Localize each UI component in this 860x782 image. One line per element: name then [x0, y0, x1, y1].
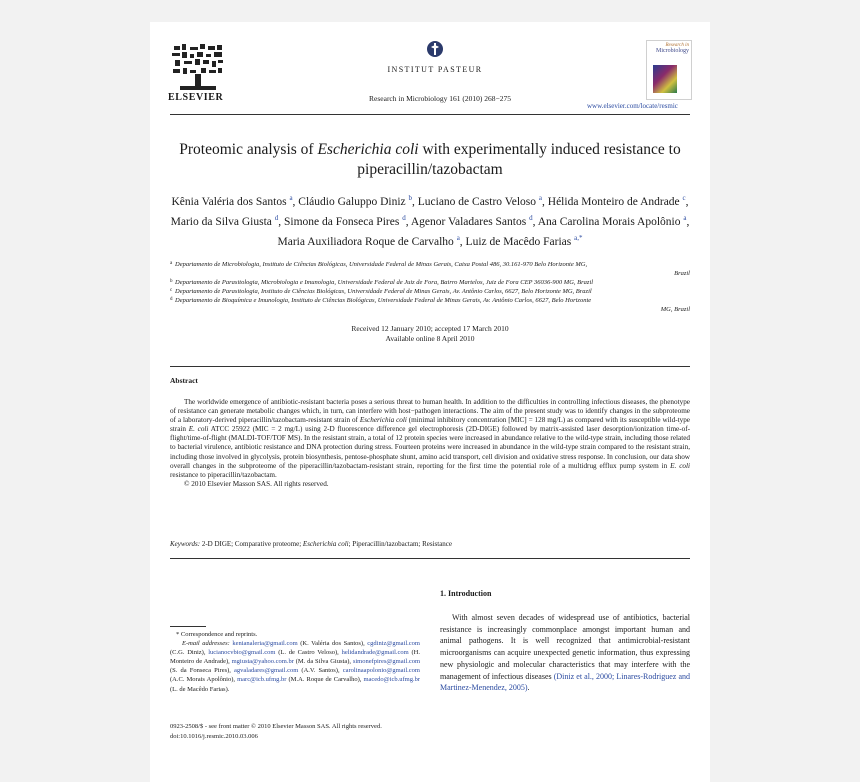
- title-part2: with experimentally induced resistance to piperacillin/tazobactam: [357, 141, 681, 178]
- email-link[interactable]: simonefpires@gmail.com: [352, 658, 421, 666]
- author-name: Ana Carolina Morais Apolônio: [537, 215, 681, 228]
- journal-cover-thumbnail: [646, 40, 692, 100]
- keywords-text-2: ; Piperacillin/tazobactam; Resistance: [348, 540, 453, 548]
- keywords-italic: Escherichia coli: [302, 540, 349, 548]
- author-affiliation-marker[interactable]: a,*: [574, 233, 583, 242]
- citation-link[interactable]: (Diniz et al., 2000; Linares-Rodriguez and Martinez-Menendez, 2005): [440, 671, 691, 693]
- publisher-logo-text: ELSEVIER: [168, 92, 224, 103]
- cover-label-top: Research in: [665, 43, 689, 48]
- introduction-body: [440, 612, 690, 694]
- affiliation-marker: d: [170, 297, 173, 302]
- received-date: Received 12 January 2010; accepted 17 March 2010: [351, 324, 509, 333]
- affiliation-item: [170, 278, 690, 287]
- abstract-italic-1: Escherichia coli: [359, 416, 407, 425]
- email-link[interactable]: mgiusta@yahoo.com.br: [231, 658, 294, 666]
- author-separator: ,: [685, 195, 689, 208]
- author-separator: ,: [278, 215, 284, 228]
- author-affiliation-marker[interactable]: a: [456, 233, 460, 242]
- author-name: Maria Auxiliadora Roque de Carvalho: [277, 235, 454, 248]
- journal-url-link[interactable]: www.elsevier.com/locate/resmic: [587, 102, 678, 110]
- email-label: E-mail addresses:: [182, 640, 230, 648]
- abstract-top-divider: [170, 366, 690, 367]
- correspondence-text: Correspondence and reprints.: [180, 631, 258, 638]
- author-affiliation-marker[interactable]: c: [682, 194, 686, 202]
- email-link[interactable]: cgdiniz@gmail.com: [367, 640, 420, 648]
- affiliation-last-line: Brazil: [674, 270, 690, 277]
- abstract-text-2: (minimal inhibitory concentration [MIC] = 128 mg/L) as compared with its susceptible wild-type strain: [170, 416, 690, 434]
- email-owner: (M. da Silva Giusta),: [293, 658, 353, 666]
- introduction-heading: 1. Introduction: [440, 589, 492, 598]
- author-separator: ,: [542, 195, 548, 208]
- affiliation-item: [170, 260, 690, 278]
- email-owner: (L. de Macêdo Farias).: [170, 685, 230, 693]
- author-list: [170, 190, 690, 249]
- article-page: [150, 22, 710, 782]
- email-owner: (M.A. Roque de Carvalho),: [286, 676, 364, 684]
- email-owner: (A.V. Santos),: [298, 667, 343, 675]
- affiliation-text: Departamento de Parasitologia, Instituto de Ciências Biológicas, Universidade Federal de Minas Gerais, Av. Antônio Carlos, 6627, Belo Horizonte MG, Brazil: [175, 288, 592, 295]
- footnote-divider: [170, 626, 206, 627]
- email-link[interactable]: macedo@icb.ufmg.br: [363, 676, 420, 684]
- author-name: Kênia Valéria dos Santos: [171, 195, 287, 208]
- author-name: Luiz de Macêdo Farias: [465, 235, 572, 248]
- email-link[interactable]: helidandrade@gmail.com: [341, 649, 409, 657]
- author-separator: ,: [292, 195, 299, 208]
- email-link[interactable]: lucianocvbio@gmail.com: [208, 649, 276, 657]
- article-title: [170, 140, 690, 180]
- email-owner: (L. de Castro Veloso),: [275, 649, 342, 657]
- email-list: [170, 640, 420, 692]
- email-block: [170, 639, 420, 694]
- abstract-paragraph: [170, 398, 690, 480]
- email-link[interactable]: marc@icb.ufmg.br: [237, 676, 287, 684]
- abstract-text-4: resistance to piperacillin/tazobactam.: [170, 470, 277, 479]
- affiliation-marker: a: [170, 261, 173, 266]
- title-italic: Escherichia coli: [317, 141, 419, 158]
- title-part1: Proteomic analysis of: [179, 141, 318, 158]
- abstract-bottom-divider: [170, 558, 690, 559]
- email-link[interactable]: kenianaleria@gmail.com: [232, 640, 298, 648]
- author-affiliation-marker[interactable]: b: [408, 194, 412, 202]
- affiliation-marker: c: [170, 288, 173, 293]
- author-affiliation-marker[interactable]: d: [529, 213, 533, 222]
- abstract-copyright: © 2010 Elsevier Masson SAS. All rights reserved.: [184, 479, 329, 488]
- email-owner: (C.G. Diniz),: [170, 649, 209, 657]
- author-affiliation-marker[interactable]: d: [274, 213, 279, 222]
- email-owner: (S. da Fonseca Pires),: [170, 667, 235, 675]
- journal-citation: Research in Microbiology 161 (2010) 268−275: [369, 94, 511, 103]
- abstract-italic-3: E. coli: [670, 461, 690, 470]
- email-owner: (K. Valéria dos Santos),: [297, 640, 368, 648]
- institut-pasteur-logo: [380, 40, 490, 74]
- affiliation-marker: b: [170, 279, 173, 284]
- institute-name: INSTITUT PASTEUR: [387, 65, 483, 74]
- author-name: Mario da Silva Giusta: [170, 215, 272, 228]
- affiliation-list: [170, 260, 690, 314]
- keywords-text-1: 2-D DIGE; Comparative proteome;: [200, 540, 303, 548]
- email-owner: (A.C. Morais Apolônio),: [170, 676, 238, 684]
- affiliation-text: Departamento de Microbiologia, Instituto de Ciências Biológicas, Universidade Federal de Minas Gerais, Caixa Postal 486, 30.161-970 Belo Horizonte MG,: [175, 261, 588, 268]
- author-affiliation-marker[interactable]: a: [683, 213, 687, 222]
- pasteur-emblem-icon: [425, 40, 445, 58]
- correspondence-line: * Correspondence and reprints.: [176, 631, 258, 638]
- author-separator: ,: [532, 215, 538, 228]
- abstract-text-3: ATCC 25922 (MIC = 2 mg/L) using 2-D fluorescence difference gel electrophoresis (2D-DIGE) followed by matrix-assisted laser desorption/ionization time-of-flight/time-of-flight (MALDI-TOF/TOF MS). In the resistant strain, a total of 12 protein species were increased in abundance relative to the wild-type strain, including those related to bacterial virulence, antibiotic resistance and DNA protection during stress. Fourteen proteins were increased in abundance in the wild-type strain compared to the resistant strain, including those involved in glycolysis, protein biosynthesis, pentose-phosphate shunt, amino acid transport, cell division and oxidative stress response. In conclusion, our data show overall changes in the subproteome of the piperacillin/tazobactam-resistant strain, reporting for the first time the potential role of a multidrug efflux pump system in: [170, 425, 691, 470]
- author-name: Cláudio Galuppo Diniz: [298, 195, 406, 208]
- affiliation-item: [170, 287, 690, 296]
- email-owner: (H. Monteiro de Andrade),: [170, 649, 420, 666]
- email-link[interactable]: carolinaapolonio@gmail.com: [342, 667, 420, 675]
- abstract-body: [170, 398, 690, 489]
- author-affiliation-marker[interactable]: d: [402, 213, 406, 222]
- page-footer: [170, 722, 470, 742]
- author-separator: ,: [412, 195, 418, 208]
- online-date: Available online 8 April 2010: [385, 334, 475, 343]
- header-divider: [170, 114, 690, 115]
- email-link[interactable]: agvaladares@gmail.com: [234, 667, 299, 675]
- author-affiliation-marker[interactable]: a: [289, 194, 293, 202]
- cover-label-bottom: Microbiology: [656, 48, 689, 54]
- affiliation-text: Departamento de Parasitologia, Microbiologia e Imunologia, Universidade Federal de Juiz de Fora, Bairro Martelos, Juiz de Fora CEP 36036-900 MG, Brazil: [175, 279, 594, 286]
- abstract-heading: Abstract: [170, 376, 198, 385]
- author-name: Luciano de Castro Veloso: [417, 195, 537, 208]
- doi-line: doi:10.1016/j.resmic.2010.03.006: [170, 733, 258, 740]
- abstract-italic-2: E. coli: [188, 425, 209, 434]
- article-dates: [170, 324, 690, 344]
- introduction-text: With almost seven decades of widespread use of antibiotics, bacterial resistance is increasingly commonplace amongst important human and animal pathogens. It is well recognized that antimicrobial-resistant microorganisms can acquire unexpected genetic information, thus expressing new physiologic and molecular characteristics that may interfere with the management of infectious diseases: [440, 613, 690, 681]
- affiliation-last-line: MG, Brazil: [660, 306, 690, 313]
- introduction-paragraph: [440, 612, 690, 694]
- author-separator: ,: [686, 215, 690, 228]
- affiliation-text: Departamento de Bioquímica e Imunologia, Instituto de Ciências Biológicas, Universidade Federal de Minas Gerais, Av. Antônio Carlos, 6627, Belo Horizonte: [175, 297, 592, 304]
- keywords: [170, 540, 690, 548]
- elsevier-tree-logo-icon: [170, 42, 226, 94]
- cover-image: [653, 65, 677, 93]
- author-affiliation-marker[interactable]: a: [538, 194, 543, 202]
- keywords-label: Keywords:: [170, 540, 201, 548]
- author-name: Hélida Monteiro de Andrade: [547, 195, 680, 208]
- author-name: Simone da Fonseca Pires: [284, 215, 400, 228]
- abstract-text-1: The worldwide emergence of antibiotic-resistant bacteria poses a serious threat to human health. In addition to the difficulties in controlling infectious diseases, the phenotype of resistance can generate metabolic changes which, in turn, can interfere with host−pathogen interactions. The aim of the present study was to identify changes in the subproteome of a laboratory-derived piperacillin/tazobactam-resistant strain of: [170, 398, 690, 425]
- correspondence-footnote: [170, 630, 420, 694]
- author-name: Agenor Valadares Santos: [410, 215, 527, 228]
- issn-line: 0923-2508/$ - see front matter © 2010 Elsevier Masson SAS. All rights reserved.: [170, 723, 382, 730]
- introduction-end: .: [527, 683, 530, 693]
- author-separator: ,: [459, 235, 466, 248]
- author-separator: ,: [405, 215, 411, 228]
- affiliation-item: [170, 296, 690, 314]
